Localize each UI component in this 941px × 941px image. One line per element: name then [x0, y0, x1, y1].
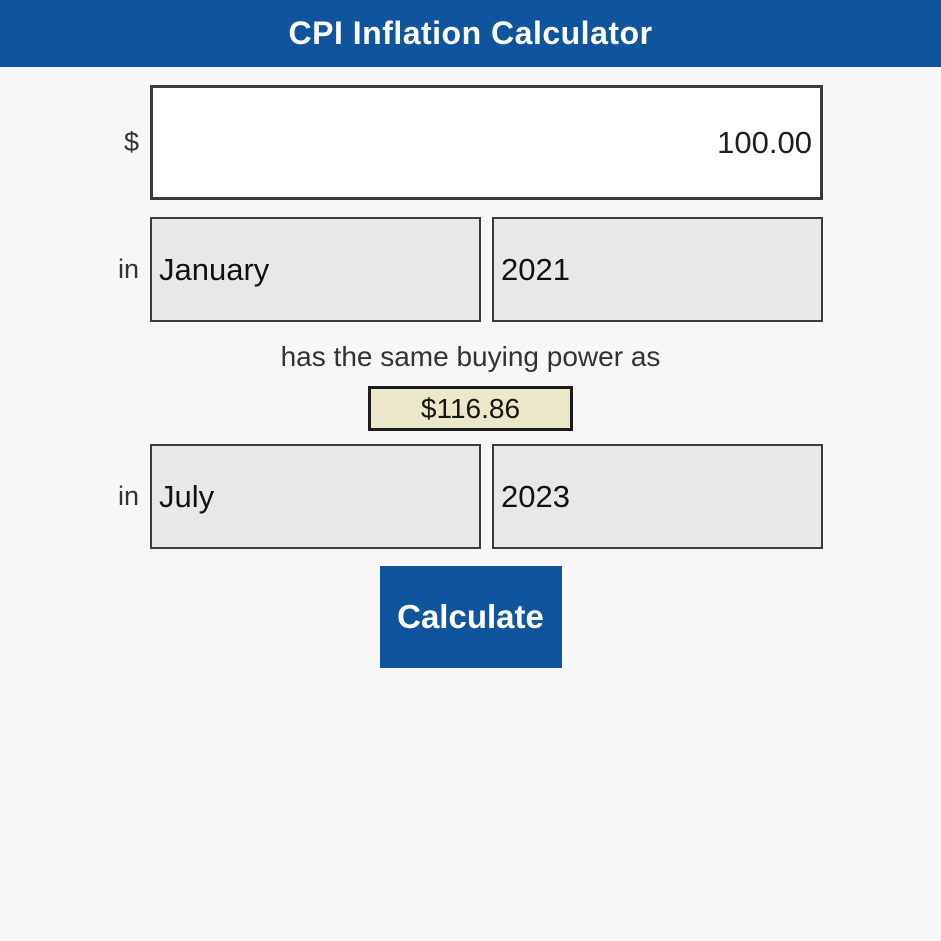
currency-symbol-label: $	[123, 127, 139, 157]
amount-row	[0, 85, 941, 200]
result-box	[368, 386, 573, 431]
page-title: CPI Inflation Calculator	[288, 15, 653, 51]
start-month-select[interactable]	[150, 217, 481, 322]
app-header	[0, 0, 941, 67]
end-year-select[interactable]	[492, 444, 823, 549]
equivalence-text: has the same buying power as	[280, 341, 661, 372]
end-date-row	[0, 444, 941, 549]
cpi-calculator-form	[0, 85, 941, 668]
start-date-row	[0, 217, 941, 322]
end-in-label: in	[117, 481, 139, 511]
end-month-select[interactable]	[150, 444, 481, 549]
result-value: $116.86	[420, 392, 521, 424]
result-row	[0, 386, 941, 431]
start-in-label: in	[117, 254, 139, 284]
amount-input[interactable]	[150, 85, 823, 200]
start-year-select[interactable]	[492, 217, 823, 322]
calculate-button[interactable]: Calculate	[380, 566, 562, 668]
button-row	[0, 566, 941, 668]
